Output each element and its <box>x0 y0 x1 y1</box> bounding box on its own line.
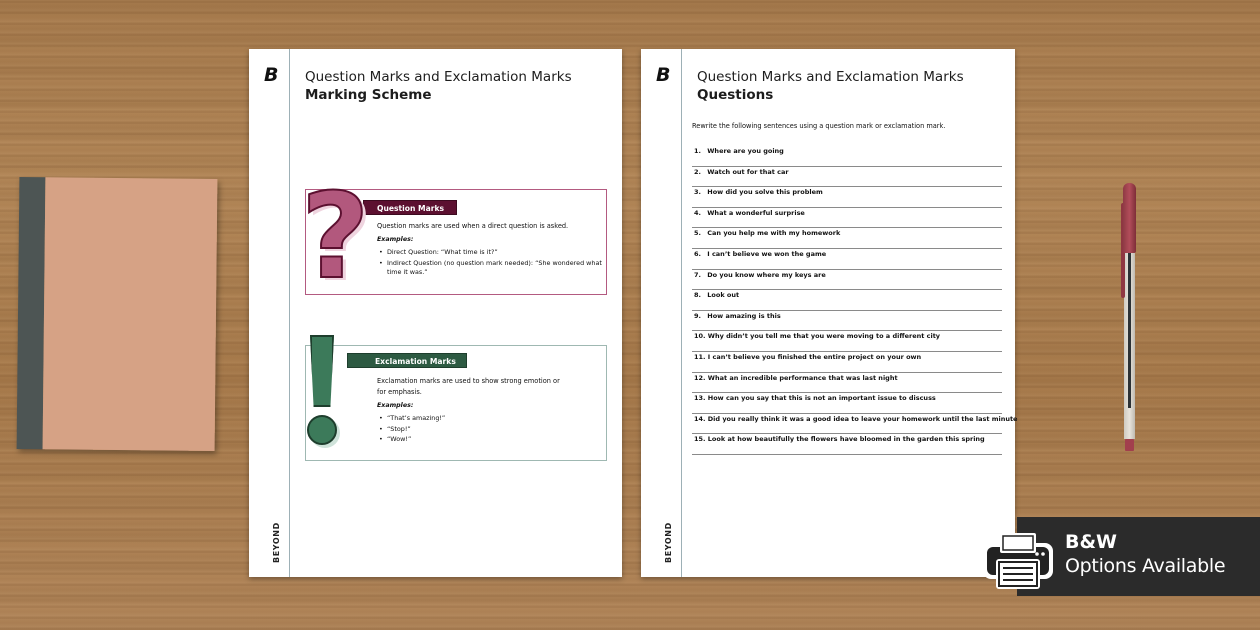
page-subtitle: Marking Scheme <box>305 87 432 103</box>
question-item: 9. How amazing is this <box>692 311 1002 332</box>
questions-list <box>692 146 1018 455</box>
badge-subtitle: Options Available <box>1065 555 1226 577</box>
question-item: 3. How did you solve this problem <box>692 187 1002 208</box>
side-label: BEYOND <box>272 522 281 563</box>
question-item: 1. Where are you going <box>692 146 1002 167</box>
example-item: • “That’s amazing!” <box>377 414 602 424</box>
example-item: • Direct Question: “What time is it?” <box>377 248 602 258</box>
notebook-spine <box>17 177 46 449</box>
examples-label: Examples: <box>377 402 414 409</box>
question-item: 10. Why didn’t you tell me that you were moving to a different city <box>692 331 1002 352</box>
question-item: 7. Do you know where my keys are <box>692 270 1002 291</box>
example-item: • “Stop!” <box>377 425 602 435</box>
page-title: Question Marks and Exclamation Marks <box>697 69 964 85</box>
side-label: BEYOND <box>664 522 673 563</box>
exclamation-examples-list <box>377 414 602 446</box>
questions-page <box>641 49 1018 577</box>
pen-prop <box>1120 183 1138 451</box>
question-item: 14. Did you really think it was a good idea to leave your homework until the last minute <box>692 414 1002 435</box>
question-item: 5. Can you help me with my homework <box>692 228 1002 249</box>
question-examples-list <box>377 248 602 279</box>
question-item: 2. Watch out for that car <box>692 167 1002 188</box>
bw-options-badge <box>1017 517 1260 596</box>
exclamation-marks-heading: Exclamation Marks <box>347 353 467 368</box>
question-item: 13. How can you say that this is not an important issue to discuss <box>692 393 1002 414</box>
exclamation-marks-box <box>305 345 607 461</box>
exclamation-marks-description: Exclamation marks are used to show strong emotion or for emphasis. <box>377 377 560 396</box>
instruction-text: Rewrite the following sentences using a question mark or exclamation mark. <box>692 122 946 130</box>
marking-scheme-page <box>249 49 622 577</box>
notebook-cover <box>43 177 218 451</box>
examples-label: Examples: <box>377 236 414 243</box>
question-item: 11. I can’t believe you finished the entire project on your own <box>692 352 1002 373</box>
example-item: • Indirect Question (no question mark needed): “She wondered what time it was.” <box>377 259 602 278</box>
question-item: 8. Look out <box>692 290 1002 311</box>
notebook-prop <box>17 177 218 451</box>
beyond-logo-icon: B <box>264 64 279 86</box>
exclamation-mark-icon <box>307 335 337 450</box>
page-subtitle: Questions <box>697 87 774 103</box>
question-marks-heading: Question Marks <box>363 200 457 215</box>
beyond-logo-icon: B <box>656 64 671 86</box>
question-mark-icon: ? <box>301 167 370 305</box>
question-item: 12. What an incredible performance that was last night <box>692 373 1002 394</box>
badge-title: B&W <box>1065 531 1118 553</box>
example-item: • “Wow!” <box>377 435 602 445</box>
page-gutter-line <box>681 49 682 577</box>
question-marks-description: Question marks are used when a direct question is asked. <box>377 222 569 230</box>
question-item: 6. I can’t believe we won the game <box>692 249 1002 270</box>
page-title: Question Marks and Exclamation Marks <box>305 69 572 85</box>
question-item: 15. Look at how beautifully the flowers have bloomed in the garden this spring <box>692 434 1002 455</box>
page-gutter-line <box>289 49 290 577</box>
question-item: 4. What a wonderful surprise <box>692 208 1002 229</box>
printer-icon <box>982 531 1054 591</box>
